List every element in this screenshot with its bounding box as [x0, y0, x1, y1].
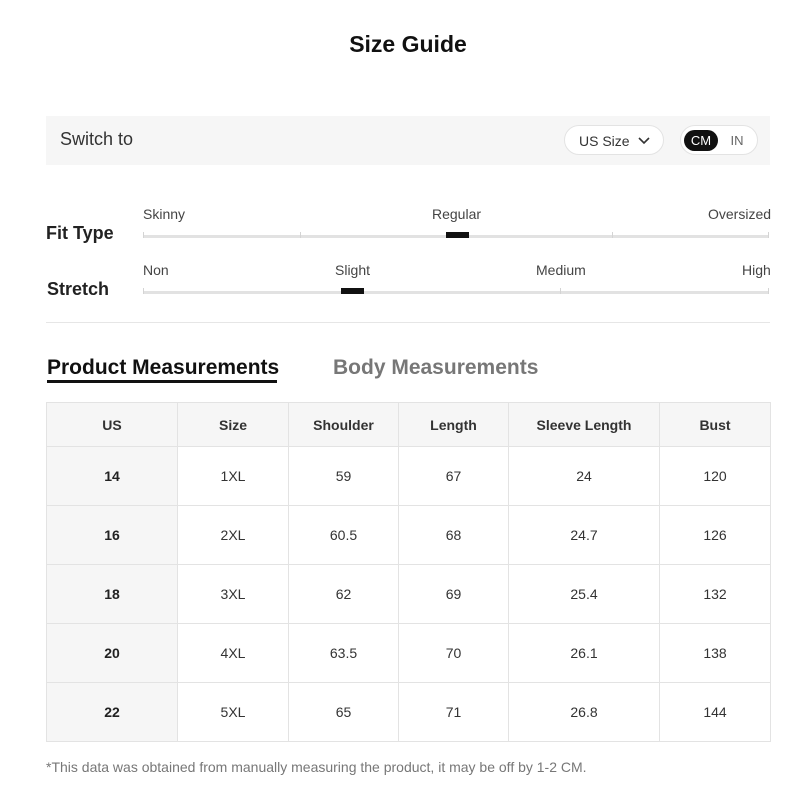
cell-sleeve-length: 26.8 — [509, 683, 660, 742]
cell-shoulder: 63.5 — [289, 624, 399, 683]
stretch-scale — [0, 262, 800, 302]
unit-option-cm[interactable]: CM — [684, 130, 718, 151]
cell-shoulder: 62 — [289, 565, 399, 624]
size-system-select[interactable] — [564, 125, 664, 155]
cell-size: 3XL — [178, 565, 289, 624]
track-tick — [612, 232, 613, 238]
tab-body-measurements[interactable] — [333, 356, 538, 380]
tab-product-measurements[interactable] — [47, 356, 279, 380]
fit-type-label: Fit Type — [46, 223, 114, 243]
cell-bust: 120 — [660, 447, 771, 506]
table-row — [47, 624, 771, 683]
switch-label: Switch to — [60, 129, 134, 149]
cell-shoulder: 65 — [289, 683, 399, 742]
cell-us: 14 — [47, 447, 178, 506]
cell-length: 70 — [399, 624, 509, 683]
unit-switch-bar — [46, 116, 770, 165]
cell-sleeve-length: 24.7 — [509, 506, 660, 565]
header-sleeve-length: Sleeve Length — [509, 403, 660, 447]
fit-type-tick-regular: Regular — [432, 206, 482, 222]
stretch-tick-non: Non — [143, 262, 169, 278]
stretch-tick-high: High — [742, 262, 771, 278]
stretch-label: Stretch — [47, 279, 110, 299]
table-row — [47, 683, 771, 742]
cell-size: 2XL — [178, 506, 289, 565]
measurement-disclaimer: *This data was obtained from manually measuring the product, it may be off by 1-2 CM. — [46, 759, 587, 775]
cell-sleeve-length: 26.1 — [509, 624, 660, 683]
cell-length: 67 — [399, 447, 509, 506]
cell-sleeve-length: 24 — [509, 447, 660, 506]
size-system-value: US Size — [579, 133, 630, 149]
tab-body-label: Body Measurements — [333, 356, 539, 379]
track-tick — [560, 288, 561, 294]
track-tick — [768, 232, 769, 238]
fit-type-marker — [446, 232, 469, 238]
table-row — [47, 565, 771, 624]
cell-shoulder: 60.5 — [289, 506, 399, 565]
chevron-down-icon — [638, 137, 650, 145]
track-tick — [143, 288, 144, 294]
measurements-table — [46, 402, 771, 742]
table-row — [47, 506, 771, 565]
cell-us: 16 — [47, 506, 178, 565]
cell-bust: 132 — [660, 565, 771, 624]
stretch-tick-medium: Medium — [536, 262, 586, 278]
cell-shoulder: 59 — [289, 447, 399, 506]
cell-bust: 126 — [660, 506, 771, 565]
fit-type-scale — [0, 206, 800, 246]
cell-length: 68 — [399, 506, 509, 565]
stretch-marker — [341, 288, 364, 294]
unit-option-in[interactable]: IN — [730, 133, 744, 148]
cell-us: 18 — [47, 565, 178, 624]
header-length: Length — [399, 403, 509, 447]
active-tab-underline — [47, 380, 277, 383]
cell-size: 5XL — [178, 683, 289, 742]
header-us: US — [47, 403, 178, 447]
cell-bust: 138 — [660, 624, 771, 683]
fit-type-tick-oversized: Oversized — [708, 206, 772, 222]
section-divider — [46, 322, 770, 323]
tab-product-label: Product Measurements — [47, 356, 280, 379]
stretch-track — [143, 291, 769, 294]
cell-us: 22 — [47, 683, 178, 742]
cell-us: 20 — [47, 624, 178, 683]
cell-length: 69 — [399, 565, 509, 624]
track-tick — [768, 288, 769, 294]
unit-toggle — [680, 125, 758, 155]
page-title: Size Guide — [349, 31, 467, 57]
header-size: Size — [178, 403, 289, 447]
header-shoulder: Shoulder — [289, 403, 399, 447]
header-bust: Bust — [660, 403, 771, 447]
table-row — [47, 447, 771, 506]
track-tick — [300, 232, 301, 238]
cell-sleeve-length: 25.4 — [509, 565, 660, 624]
cell-size: 4XL — [178, 624, 289, 683]
table-header-row — [47, 403, 771, 447]
fit-type-tick-skinny: Skinny — [143, 206, 186, 222]
cell-bust: 144 — [660, 683, 771, 742]
cell-length: 71 — [399, 683, 509, 742]
track-tick — [143, 232, 144, 238]
cell-size: 1XL — [178, 447, 289, 506]
stretch-tick-slight: Slight — [335, 262, 371, 278]
